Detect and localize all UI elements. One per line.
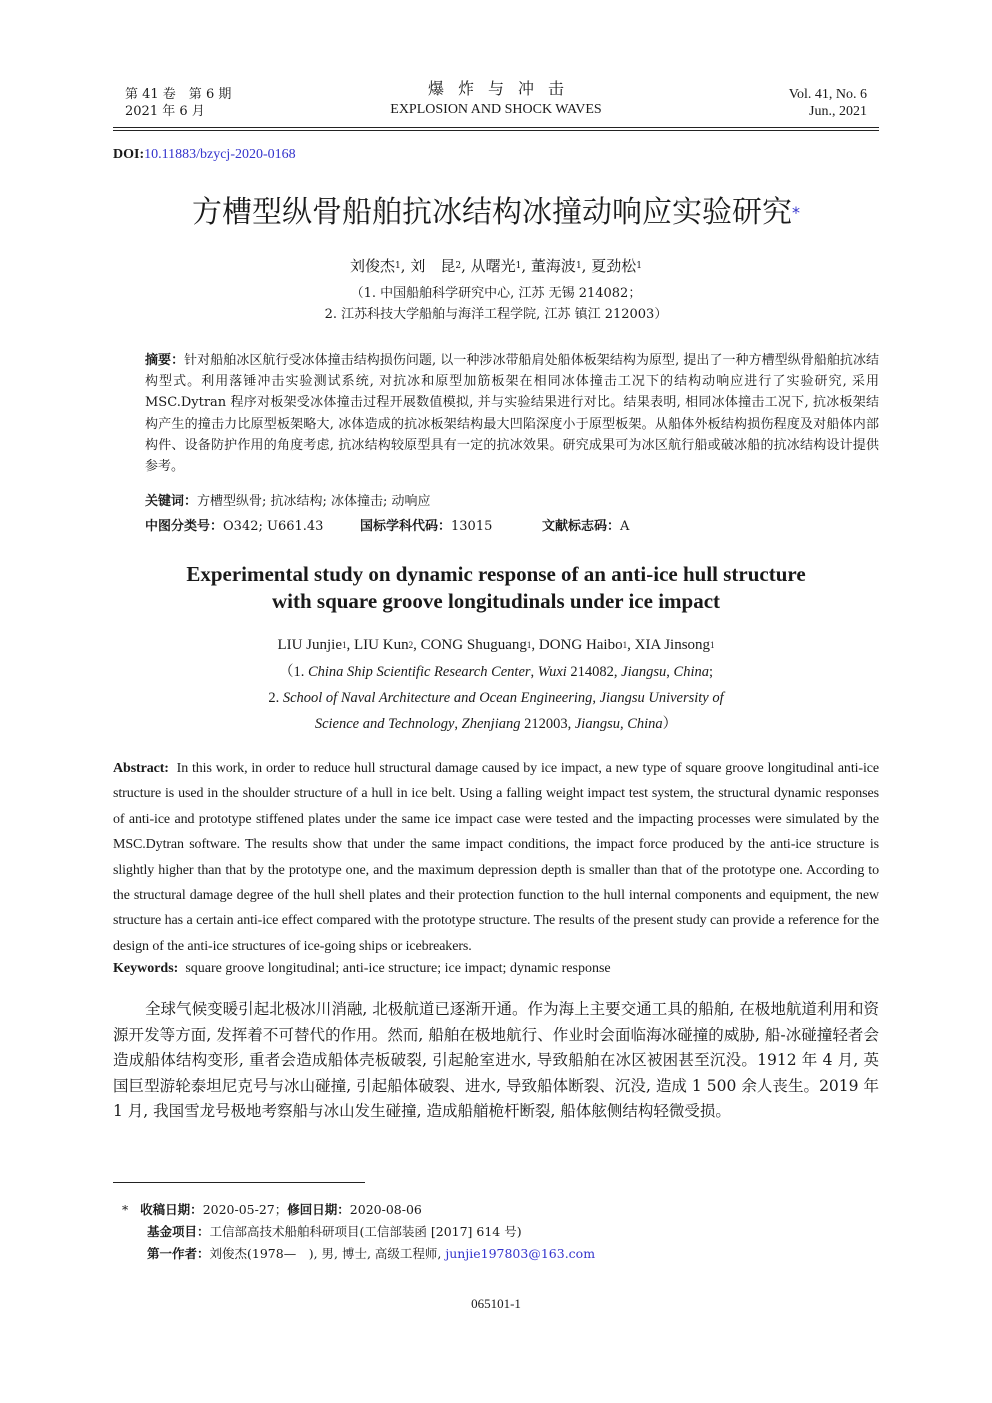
received-label: 收稿日期： — [140, 1202, 203, 1217]
journal-name — [300, 78, 692, 120]
subject-code — [360, 518, 542, 536]
subject-value: 13015 — [451, 519, 493, 534]
keywords-en — [113, 959, 611, 979]
aff-en-postcode: 212003, — [520, 716, 575, 732]
abstract-cn-text: 针对船舶冰区航行受冰体撞击结构损伤问题, 以一种涉冰带船肩处船体板架结构为原型, 提出了一种方槽型纵骨船舶抗冰结构型式。利用落锤冲击实验测试系统, 对抗冰和原型加筋板架在相同冰体撞击工况下的结构动响应进行了实验研究, 采用MSC.Dytran 程序对板架受冰体撞击过程开展数值模拟, 并与实验结果进行对比。结果表明, 相同冰体撞击工况下, 抗冰板架结构产生的撞击力比原型板架略大, 冰体造成的抗冰板架结构最大凹陷深度小于原型板架。从船体外板结构损伤程度及对船体内部构件、设备防护作用的角度考虑, 抗冰结构较原型具有一定的抗冰效果。研究成果可为冰区航行船或破冰船的抗冰结构设计提供参考。 — [145, 353, 879, 475]
doi-label: DOI: — [113, 147, 145, 162]
body-paragraph: 全球气候变暖引起北极冰川消融, 北极航道已逐渐开通。作为海上主要交通工具的船舶, 在极地航道利用和资源开发等方面, 发挥着不可替代的作用。然而, 船舶在极地航行、作业时会面临海冰碰撞的威胁, 船-冰碰撞轻者会造成船体结构变形, 重者会造成船体壳板破裂, 引起舱室进水, 导致船舶在冰区被困甚至沉没。1912 年 4 月, 英国巨型游轮泰坦尼克号与冰山碰撞, 引起船体破裂、进水, 导致船体断裂、沉没, 造成 1 500 余人丧生。2019 年 1 月, 我国雪龙号极地考察船与冰山发生碰撞, 造成船艏桅杆断裂, 船体舷侧结构轻微受损。 — [113, 1000, 879, 1121]
aff-en-province: Jiangsu — [574, 716, 620, 732]
author-aff-mark: 1 — [622, 640, 628, 650]
affiliation-en-3: Science and Technology, Zhenjiang 212003, Jiangsu, China） — [314, 716, 678, 732]
first-author-label: 第一作者： — [147, 1246, 210, 1261]
author-email-link[interactable]: junjie197803@163.com — [445, 1246, 596, 1261]
title-cn-text: 方槽型纵骨船舶抗冰结构冰撞动响应实验研究 — [192, 195, 792, 230]
author-cn: 刘 昆 — [410, 257, 456, 275]
abstract-en-label: Abstract: — [113, 761, 169, 776]
aff-en-country: China — [627, 716, 663, 732]
author-aff-mark: 1 — [395, 261, 401, 271]
abstract-cn — [113, 350, 879, 477]
author-cn: 董海波 — [530, 257, 576, 275]
author-en: LIU Kun — [354, 637, 409, 653]
doc-label: 文献标志码： — [542, 519, 621, 534]
page-title-cn — [113, 192, 879, 234]
aff-en-city: Zhenjiang — [461, 716, 521, 732]
aff-en-postcode: 214082, — [566, 664, 622, 680]
affiliation-en-2 — [113, 688, 879, 708]
affiliation-cn-2: 2. 江苏科技大学船舶与海洋工程学院, 江苏 镇江 212003） — [324, 307, 668, 322]
author-en: XIA Jinsong — [634, 637, 711, 653]
author-cn: 夏劲松 — [591, 257, 637, 275]
doi — [113, 147, 296, 163]
aff-en-close: ） — [662, 716, 678, 732]
subject-label: 国标学科代码： — [360, 519, 452, 534]
author-en: CONG Shuguang — [420, 637, 527, 653]
author-aff-mark: 1 — [526, 640, 532, 650]
title-en-line-1: Experimental study on dynamic response of an anti-ice hull structure — [186, 562, 806, 586]
abstract-en — [113, 756, 879, 959]
clc-value: O342; U661.43 — [223, 519, 324, 534]
fund-label: 基金项目： — [147, 1224, 210, 1239]
clc-code — [145, 518, 360, 536]
author-en: LIU Junjie — [277, 637, 343, 653]
journal-volume-issue-en — [789, 86, 867, 120]
date-en: Jun., 2021 — [809, 104, 867, 119]
header-rule-secondary — [113, 130, 879, 131]
aff-en-country: China — [673, 664, 709, 680]
affiliation-cn-1: （1. 中国船舶科学研究中心, 江苏 无锡 214082； — [350, 286, 642, 301]
document-code — [542, 518, 629, 536]
affiliation-en-1: （1. China Ship Scientific Research Center, Wuxi 214082, Jiangsu, China; — [278, 664, 714, 680]
page-title-en — [113, 561, 879, 615]
aff-en-province: Jiangsu — [621, 664, 667, 680]
author-aff-mark: 1 — [575, 261, 582, 271]
keywords-cn — [145, 493, 431, 511]
doc-value: A — [620, 519, 630, 534]
aff-en-open: （1. — [278, 664, 308, 680]
received-date: 2020-05-27 — [202, 1202, 275, 1217]
journal-name-en: EXPLOSION AND SHOCK WAVES — [390, 102, 602, 117]
author-en: DONG Haibo — [538, 637, 623, 653]
title-en-line-2: with square groove longitudinals under ice impact — [271, 589, 721, 613]
header-rule — [113, 127, 879, 128]
first-author-info: 刘俊杰(1978— ), 男, 博士, 高级工程师, — [209, 1246, 446, 1261]
footnote-rule — [113, 1182, 365, 1183]
aff-en-institution: School of Naval Architecture and Ocean Engineering, Jiangsu University of — [282, 690, 724, 706]
author-list-en: LIU Junjie$^1$, LIU Kun$^2$, CONG Shuguang$^1$, DONG Haibo$^1$, XIA Jinsong$^1$ — [277, 637, 715, 653]
revised-date: 2020-08-06 — [349, 1202, 422, 1217]
aff-en-number: 2. — [268, 690, 283, 706]
keywords-cn-text: 方槽型纵骨; 抗冰结构; 冰体撞击; 动响应 — [197, 494, 431, 509]
author-aff-mark: 1 — [710, 640, 715, 650]
aff-en-institution: China Ship Scientific Research Center — [307, 664, 531, 680]
author-aff-mark: 2 — [455, 261, 462, 271]
clc-label: 中图分类号： — [145, 519, 224, 534]
journal-volume-issue — [125, 86, 231, 120]
aff-en-city: Wuxi — [537, 664, 567, 680]
keywords-cn-label: 关键词： — [145, 494, 198, 509]
aff-en-institution: Science and Technology — [314, 716, 455, 732]
journal-name-cn: 爆炸与冲击 — [427, 79, 578, 98]
volume-issue-cn: 第 41 卷 第 6 期 — [125, 87, 232, 102]
author-aff-mark: 1 — [515, 261, 522, 271]
page-number: 065101-1 — [471, 1296, 521, 1311]
author-aff-mark: 2 — [408, 640, 414, 650]
footnote-fund — [147, 1223, 522, 1241]
abstract-cn-label: 摘要： — [145, 353, 185, 368]
author-cn: 刘俊杰 — [350, 257, 396, 275]
abstract-en-text: In this work, in order to reduce hull structural damage caused by ice impact, a new type of square groove longitudinal anti-ice structure is used in the shoulder structure of a hull in ice belt. Using a falling weight impact test system, the structural dynamic responses of anti-ice and prototype stiffened plates under the same ice impact case were tested and the impacting processes were simulated by the MSC.Dytran software. The results show that under the same impact conditions, the impact force produced by the anti-ice structure is slightly higher than that by the prototype one, and the maximum depression depth is smaller than that of the prototype one. According to the structural damage degree of the hull shell plates and their protection function to the hull internal components and equipment, the new structure has a certain anti-ice effect compared with the prototype structure. The results of the present study can provide a reference for the design of the anti-ice structures of ice-going ships or icebreakers. — [113, 761, 879, 954]
keywords-en-text: square groove longitudinal; anti-ice structure; ice impact; dynamic response — [185, 961, 611, 976]
doi-link[interactable]: 10.11883/bzycj-2020-0168 — [144, 147, 296, 162]
title-footnote-mark[interactable]: * — [792, 203, 800, 222]
author-list-cn: 刘俊杰$^1$, 刘 昆$^2$, 从曙光$^1$, 董海波$^1$, 夏劲松$^1$ — [350, 257, 642, 275]
footnote-first-author — [147, 1245, 595, 1263]
volume-issue-en: Vol. 41, No. 6 — [788, 87, 867, 102]
revised-label: 修回日期： — [287, 1202, 350, 1217]
keywords-en-label: Keywords: — [113, 961, 179, 976]
footnote-mark: * — [122, 1202, 129, 1217]
classification-codes — [145, 518, 879, 536]
author-aff-mark: 1 — [636, 261, 642, 271]
footnote-dates: * 收稿日期：2020-05-27；修回日期：2020-08-06 — [122, 1202, 422, 1217]
date-cn: 2021 年 6 月 — [125, 104, 205, 119]
author-cn: 从曙光 — [470, 257, 516, 275]
author-aff-mark: 1 — [342, 640, 347, 650]
fund-text: 工信部高技术船舶科研项目(工信部装函 [2017] 614 号) — [209, 1224, 522, 1239]
